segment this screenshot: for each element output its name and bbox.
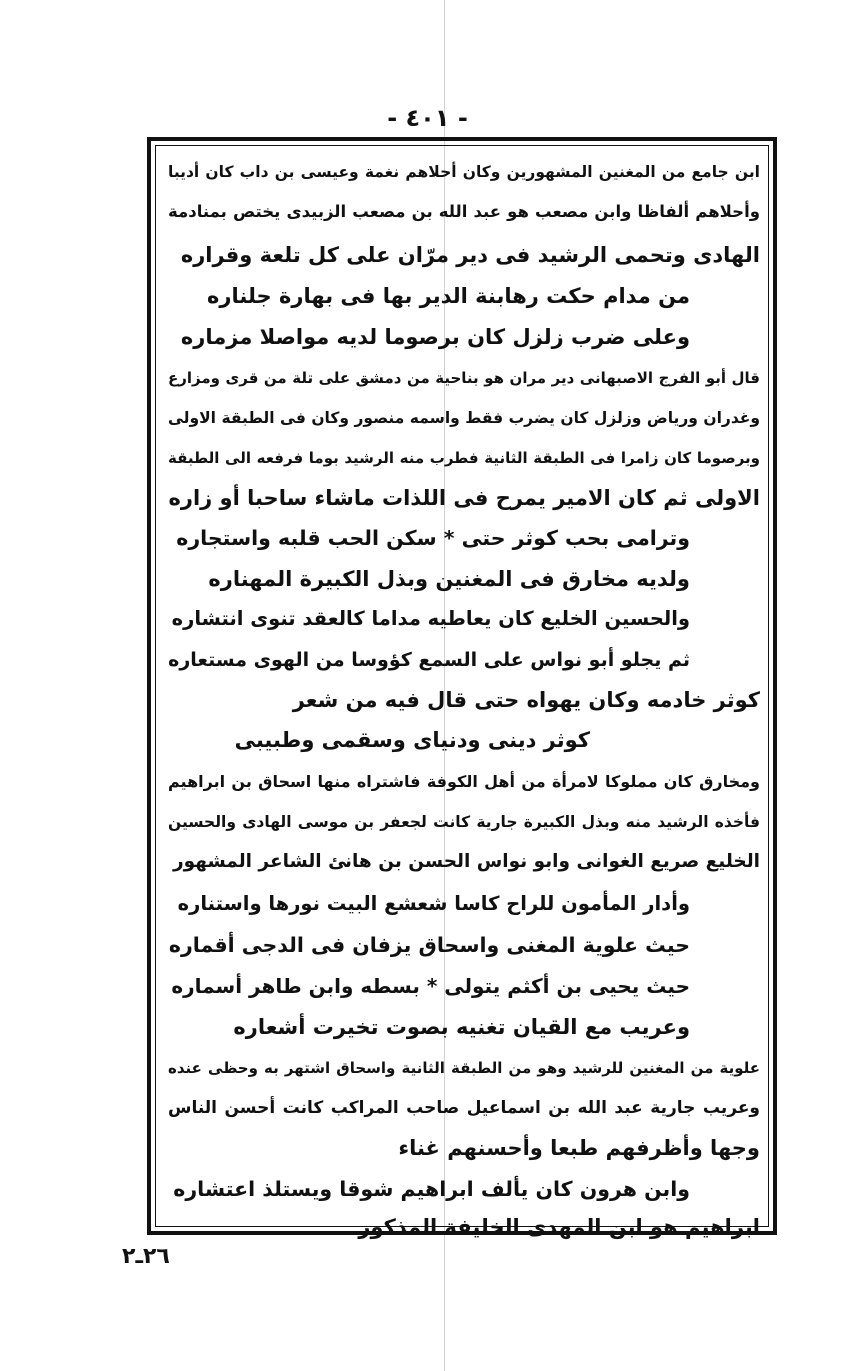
text-line-11: وعريب جارية عبد الله بن اسماعيل صاحب المراكب كانت أحسن الناس: [168, 1098, 760, 1118]
text-line-8: فأخذه الرشيد منه وبذل الكبيرة جارية كانت لجعفر بن موسى الهادى والحسين: [168, 813, 760, 831]
verse-line-3: وعلى ضرب زلزل كان برصوما لديه مواصلا مزماره: [180, 325, 690, 349]
text-line-4: وغدران ورياض وزلزل كان يضرب فقط واسمه منصور وكان فى الطبقة الاولى: [168, 409, 760, 427]
signature-mark: ٢٦ـ٢: [122, 1244, 170, 1269]
verse-line-1: الهادى وتحمى الرشيد فى دير مرّان على كل تلعة وقراره: [180, 243, 760, 267]
verse-line-4: الاولى ثم كان الامير يمرح فى اللذات ماشاء ساحبا أو زاره: [168, 486, 760, 510]
verse-line-2: من مدام حكت رهابنة الدير بها فى بهارة جلناره: [207, 284, 690, 308]
text-line-10: علوية من المغنين للرشيد وهو من الطبقة الثانية واسحاق اشتهر به وحظى عنده: [168, 1059, 760, 1077]
text-line-3: قال أبو الفرج الاصبهانى دير مران هو بناحية من دمشق على تلة من قرى ومزارع: [168, 369, 760, 387]
text-line-6: كوثر خادمه وكان يهواه حتى قال فيه من شعر: [292, 688, 760, 712]
verse-line-8: ثم يجلو أبو نواس على السمع كؤوسا من الهوى مستعاره: [168, 649, 690, 671]
text-line-1: ابن جامع من المغنين المشهورين وكان أحلاهم نغمة وعيسى بن داب كان أديبا: [168, 163, 760, 181]
verse-line-13: وعريب مع القيان تغنيه بصوت تخيرت أشعاره: [233, 1015, 690, 1039]
verse-line-14: وابن هرون كان يألف ابراهيم شوقا ويستلذ اعتشاره: [173, 1177, 690, 1201]
verse-line-10: وأدار المأمون للراح كاسا شعشع البيت نورها واستناره: [177, 892, 690, 915]
verse-line-6: ولديه مخارق فى المغنين وبذل الكبيرة المهناره: [208, 567, 690, 591]
text-line-12: وجها وأظرفهم طبعا وأحسنهم غناء: [398, 1136, 760, 1160]
text-line-7: ومخارق كان مملوكا لامرأة من أهل الكوفة فاشتراه منها اسحاق بن ابراهيم: [168, 772, 760, 791]
verse-line-5: وترامى بحب كوثر حتى * سكن الحب قلبه واستجاره: [176, 526, 690, 550]
text-line-9: الخليع صريع الغوانى وابو نواس الحسن بن هانئ الشاعر المشهور: [173, 851, 760, 872]
verse-line-12: حيث يحيى بن أكثم يتولى * بسطه وابن طاهر أسماره: [171, 974, 690, 998]
page-number: - ٤٠١ -: [387, 104, 468, 132]
verse-line-11: حيث علوية المغنى واسحاق يزفان فى الدجى أقماره: [168, 933, 690, 957]
text-line-2: وأحلاهم ألفاظا وابن مصعب هو عبد الله بن مصعب الزبيدى يختص بمنادمة: [168, 202, 760, 221]
text-block: [168, 150, 760, 1239]
text-line-13: ابراهيم هو ابن المهدى الخليفة المذكور: [358, 1215, 760, 1239]
verse-line-7: والحسين الخليع كان يعاطيه مداما كالعقد تنوى انتشاره: [171, 607, 690, 630]
verse-line-9: كوثر دينى ودنياى وسقمى وطبيبى: [234, 728, 590, 752]
text-line-5: وبرصوما كان زامرا فى الطبقة الثانية فطرب منه الرشيد بوما فرفعه الى الطبقة: [168, 449, 760, 467]
